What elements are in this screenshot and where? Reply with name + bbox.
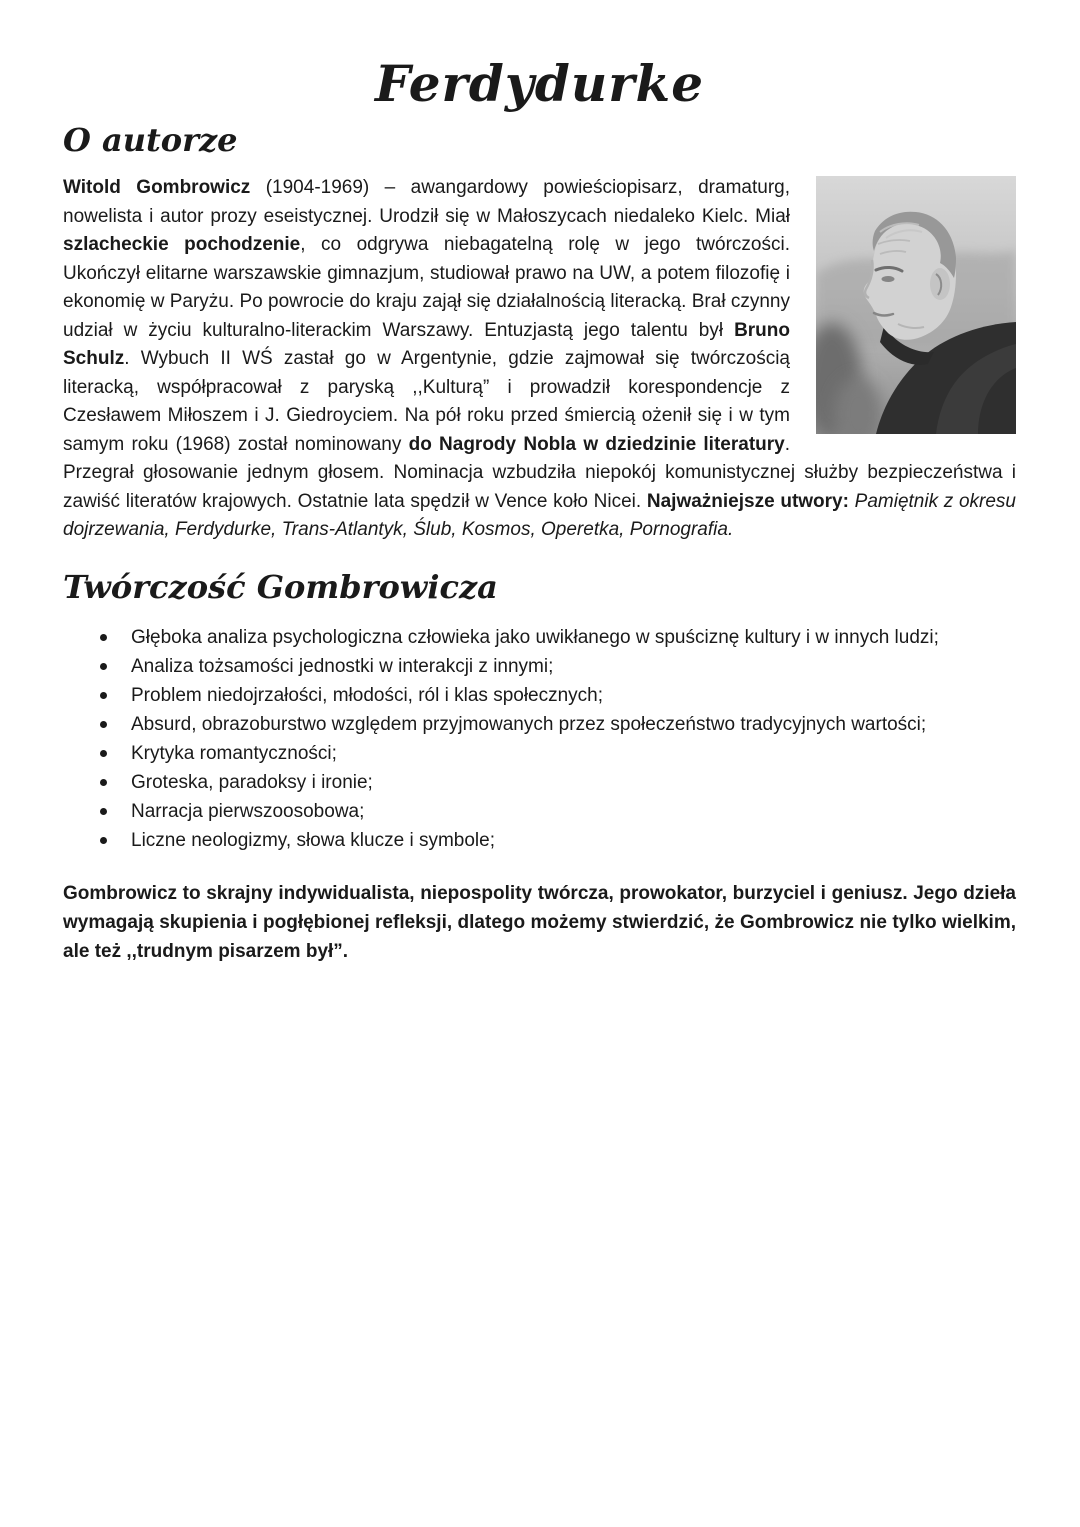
- works-list-item: Liczne neologizmy, słowa klucze i symbole;: [131, 826, 1016, 855]
- author-section: [63, 174, 1016, 545]
- section-heading-o-autorze: O autorze: [63, 121, 238, 159]
- section-heading-tworczosc: Twórczość Gombrowicza: [63, 567, 498, 606]
- works-list-item: Problem niedojrzałości, młodości, ról i klas społecznych;: [131, 681, 1016, 710]
- works-list: [63, 623, 1016, 855]
- works-list-item: Narracja pierwszoosobowa;: [131, 797, 1016, 826]
- page-title: Ferdydurke: [374, 54, 705, 113]
- author-photo: [816, 176, 1016, 434]
- works-list-item: Głęboka analiza psychologiczna człowieka jako uwikłanego w spuściznę kultury i w innych ludzi;: [131, 623, 1016, 652]
- author-bio-paragraph: Witold Gombrowicz (1904-1969) – awangardowy powieściopisarz, dramaturg, nowelista i autor prozy eseistycznej. Urodził się w Małoszycach niedaleko Kielc. Miał szlacheckie pochodzenie, co odgrywa niebagatelną rolę w jego twórczości. Ukończył elitarne warszawskie gimnazjum, studiował prawo na UW, a potem filozofię i ekonomię w Paryżu. Po powrocie do kraju zajął się działalnością literacką. Brał czynny udział w życiu kulturalno-literackim Warszawy. Entuzjastą jego talentu był Bruno Schulz. Wybuch II WŚ zastał go w Argentynie, gdzie zajmował się twórczością literacką, współpracował z paryską ,,Kulturą” i prowadził korespondencje z Czesławem Miłoszem i J. Giedroyciem. Na pół roku przed śmiercią ożenił się i w tym samym roku (1968) został nominowany do Nagrody Nobla w dziedzinie literatury. Przegrał głosowanie jednym głosem. Nominacja wzbudziła niepokój komunistycznej służby bezpieczeństwa i zawiść literatów krajowych. Ostatnie lata spędził w Vence koło Nicei. Najważniejsze utwory: Pamiętnik z okresu dojrzewania, Ferdydurke, Trans-Atlantyk, Ślub, Kosmos, Operetka, Pornografia.: [63, 177, 1016, 540]
- summary-paragraph: Gombrowicz to skrajny indywidualista, niepospolity twórcza, prowokator, burzyciel i geniusz. Jego dzieła wymagają skupienia i pogłębionej refleksji, dlatego możemy stwierdzić, że Gombrowicz nie tylko wielkim, ale też ,,trudnym pisarzem był”.: [63, 882, 1016, 962]
- works-list-item: Analiza tożsamości jednostki w interakcji z innymi;: [131, 652, 1016, 681]
- works-list-item: Krytyka romantyczności;: [131, 739, 1016, 768]
- works-list-item: Absurd, obrazoburstwo względem przyjmowanych przez społeczeństwo tradycyjnych wartości;: [131, 710, 1016, 739]
- portrait-photo-graphic: [816, 176, 1016, 434]
- works-list-item: Groteska, paradoksy i ironie;: [131, 768, 1016, 797]
